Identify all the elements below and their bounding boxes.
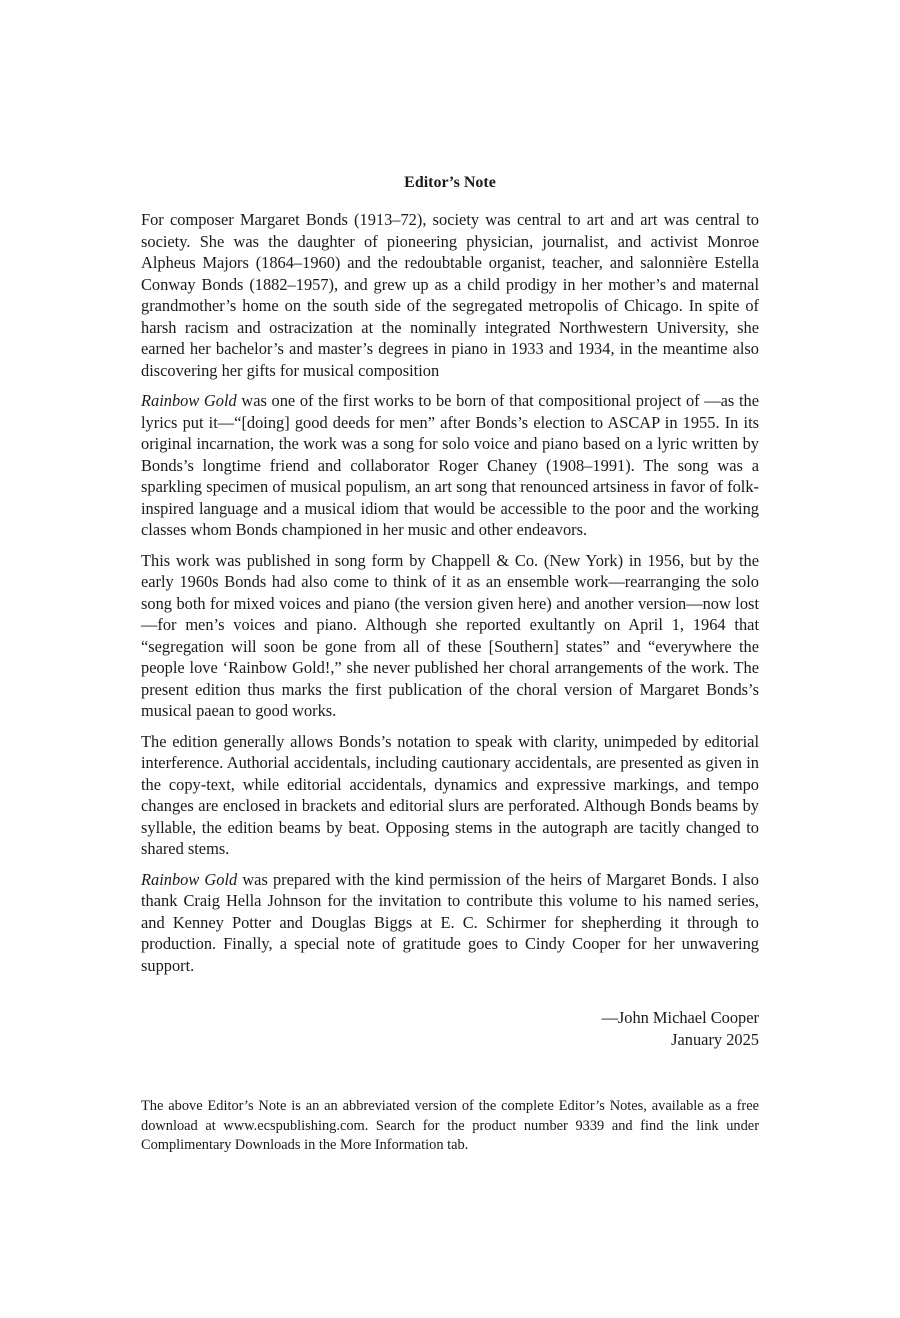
paragraph-5-text: was prepared with the kind permission of the heirs of Margaret Bonds. I also thank Craig Hella Johnson for the invitation to contribute this volume to his named series, and Kenney Potter and Douglas Biggs at E. C. Schirmer for shepherding it through to production. Finally, a special note of gratitude goes to Cindy Cooper for her unwavering support. bbox=[141, 869, 759, 975]
paragraph-3-text: This work was published in song form by Chappell & Co. (New York) in 1956, but by the early 1960s Bonds had also come to think of it as an ensemble work—rearranging the solo song both for mixed voices and piano (the version given here) and another version—now lost—for men’s voices and piano. Although she reported exultantly on April 1, 1964 that “segregation will soon be gone from all of these [Southern] states” and “everywhere the people love ‘Rainbow Gold!,” she never published her choral arrangements of the work. The present edition thus marks the first publication of the choral version of Margaret Bonds’s musical paean to good works. bbox=[141, 550, 759, 720]
paragraph-2-title-italic: Rainbow Gold bbox=[141, 391, 237, 410]
signature-name: —John Michael Cooper bbox=[601, 1008, 759, 1027]
paragraph-4-text: The edition generally allows Bonds’s notation to speak with clarity, unimpeded by editorial interference. Authorial accidentals, including cautionary accidentals, are presented as given in the copy-text, while editorial accidentals, dynamics and expressive markings, and tempo changes are enclosed in brackets and editorial slurs are perforated. Although Bonds beams by syllable, the edition beams by beat. Opposing stems in the autograph are tacitly changed to shared stems. bbox=[141, 731, 759, 858]
page-title: Editor’s Note bbox=[404, 174, 496, 191]
paragraph-2-text: was one of the first works to be born of that compositional project of —as the lyrics put it—“[doing] good deeds for men” after Bonds’s election to ASCAP in 1955. In its original incarnation, the work was a song for solo voice and piano based on a lyric written by Bonds’s longtime friend and collaborator Roger Chaney (1908–1991). The song was a sparkling specimen of musical populism, an art song that renounced artsiness in favor of folk-inspired language and a musical idiom that would be accessible to the poor and the working classes whom Bonds championed in her music and other endeavors. bbox=[141, 391, 759, 539]
editors-note-page bbox=[141, 172, 759, 1170]
paragraph-1 bbox=[141, 209, 759, 381]
paragraph-4 bbox=[141, 731, 759, 860]
footnote: The above Editor’s Note is an an abbreviated version of the complete Editor’s Notes, available as a free download at www.ecspublishing.com. Search for the product number 9339 and find the link under Complimentary Downloads in the More Information tab. bbox=[141, 1098, 759, 1153]
signature-date: January 2025 bbox=[671, 1029, 759, 1049]
signature-block bbox=[141, 1007, 759, 1050]
paragraph-2 bbox=[141, 390, 759, 541]
paragraph-5-title-italic: Rainbow Gold bbox=[141, 869, 238, 889]
paragraph-1-text: For composer Margaret Bonds (1913–72), society was central to art and art was central to society. She was the daughter of pioneering physician, journalist, and activist Monroe Alpheus Majors (1864–1960) and the redoubtable organist, teacher, and salonnière Estella Conway Bonds (1882–1957), and grew up as a child prodigy in her mother’s and maternal grandmother’s home on the south side of the segregated metropolis of Chicago. In spite of harsh racism and ostracization at the nominally integrated Northwestern University, she earned her bachelor’s and master’s degrees in piano in 1933 and 1934, in the meantime also discovering her gifts for musical composition bbox=[141, 210, 759, 380]
paragraph-3 bbox=[141, 550, 759, 722]
paragraph-5 bbox=[141, 869, 759, 977]
